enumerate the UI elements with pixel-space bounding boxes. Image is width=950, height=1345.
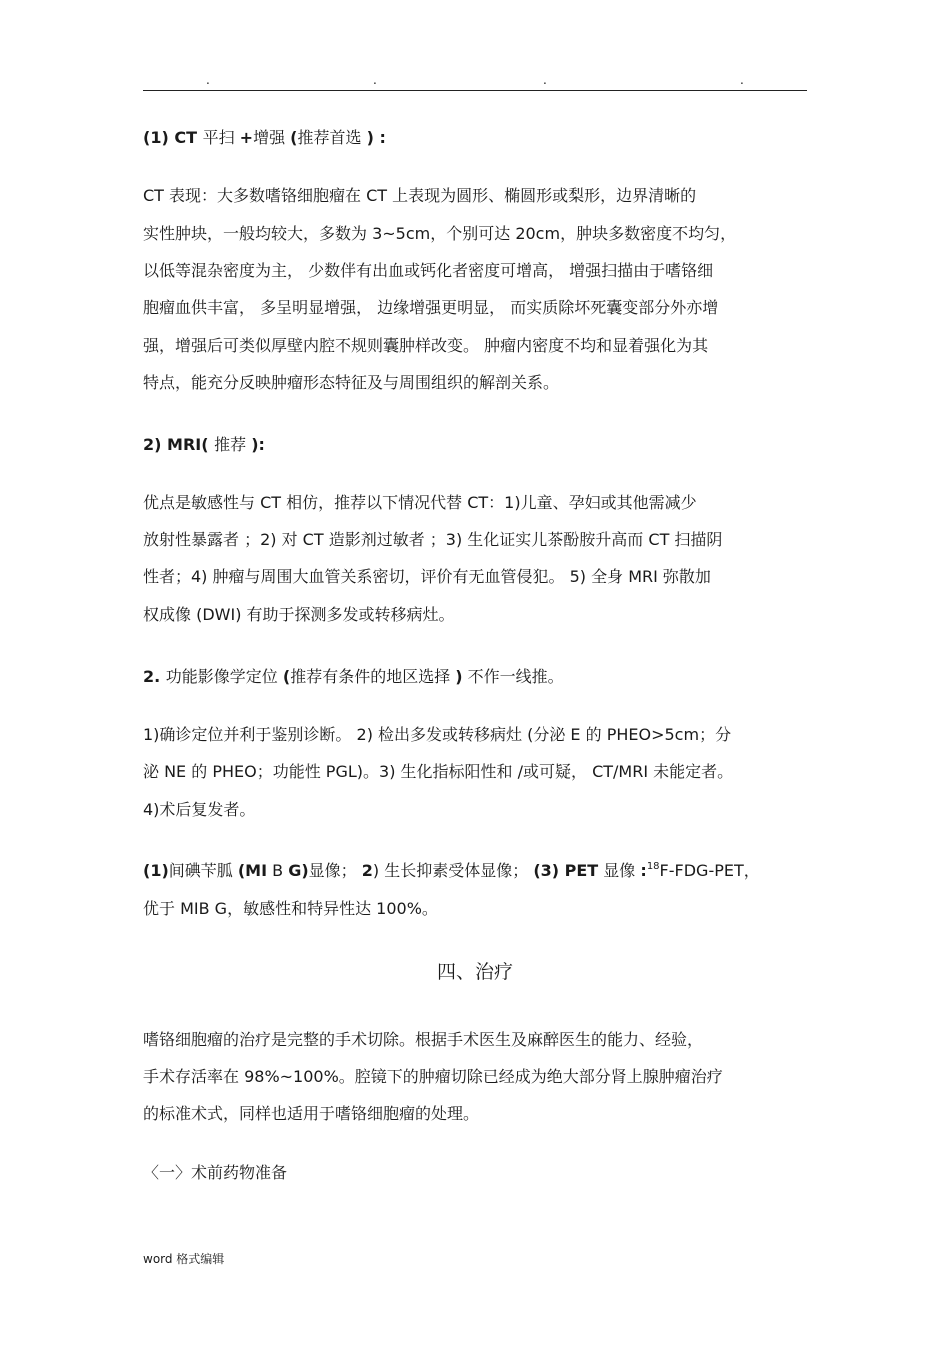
functional-body-line: 泌 NE 的 PHEO；功能性 PGL)。3) 生化指标阳性和 /或可疑， CT/MRI 未能定者。 <box>143 762 734 781</box>
imaging-colon: : <box>640 861 647 880</box>
imaging-mibg-text: 间碘苄胍 <box>168 861 238 880</box>
imaging-mibg-abbr: (MI <box>237 861 268 880</box>
ct-heading-plus: + <box>239 128 254 147</box>
imaging-text: 显像 <box>598 861 641 880</box>
imaging-superscript: 18 <box>646 861 660 872</box>
imaging-num-2: 2 <box>361 861 373 880</box>
ct-heading-rec: 推荐首选 <box>297 128 367 147</box>
ct-heading-scan: 平扫 <box>202 128 240 147</box>
ct-heading-close: ) : <box>366 128 386 147</box>
mri-heading-prefix: 2) MRI( <box>143 435 215 454</box>
header-dot: . <box>543 73 547 87</box>
ct-body-line: 以低等混杂密度为主， 少数伴有出血或钙化者密度可增高， 增强扫描由于嗜铬细 <box>143 261 714 280</box>
functional-heading-close: ) <box>455 667 463 686</box>
ct-heading-enhance: 增强 <box>253 128 291 147</box>
mri-heading-rec: 推荐 <box>214 435 252 454</box>
header-dot: . <box>373 73 377 87</box>
functional-heading-number: 2. <box>143 667 166 686</box>
ct-heading <box>143 128 386 148</box>
ct-body-line: CT 表现：大多数嗜铬细胞瘤在 CT 上表现为圆形、椭圆形或梨形，边界清晰的 <box>143 186 697 205</box>
mri-body-line: 权成像 (DWI) 有助于探测多发或转移病灶。 <box>143 605 455 624</box>
functional-body-line: 4)术后复发者。 <box>143 800 256 819</box>
ct-body-line: 特点，能充分反映肿瘤形态特征及与周围组织的解剖关系。 <box>143 373 560 392</box>
imaging-pet: (3) PET <box>533 861 599 880</box>
mri-body-line: 性者；4) 肿瘤与周围大血管关系密切，评价有无血管侵犯。 5) 全身 MRI 弥散加 <box>143 567 711 586</box>
imaging-line-2: 优于 MIB G，敏感性和特异性达 100%。 <box>143 899 438 918</box>
section-title: 四、治疗 <box>436 961 513 983</box>
subsection-heading: 〈一〉术前药物准备 <box>143 1163 288 1182</box>
ct-heading-open: ( <box>290 128 298 147</box>
treatment-body-line: 手术存活率在 98%~100%。腔镜下的肿瘤切除已经成为绝大部分肾上腺肿瘤治疗 <box>143 1067 723 1086</box>
functional-heading-note: 推荐有条件的地区选择 <box>290 667 456 686</box>
imaging-mibg-mid: B <box>267 861 289 880</box>
ct-body-line: 强，增强后可类似厚壁内腔不规则囊肿样改变。 肿瘤内密度不均和显着强化为其 <box>143 336 709 355</box>
treatment-body-line: 的标准术式，同样也适用于嗜铬细胞瘤的处理。 <box>143 1104 480 1123</box>
imaging-somatostatin: ) 生长抑素受体显像； <box>372 861 534 880</box>
functional-heading-text: 功能影像学定位 <box>165 667 283 686</box>
footer-text: word 格式编辑 <box>143 1252 225 1266</box>
imaging-fdg: F-FDG-PET， <box>659 861 760 880</box>
imaging-line <box>143 861 760 884</box>
mri-body-line: 优点是敏感性与 CT 相仿，推荐以下情况代替 CT：1)儿童、孕妇或其他需减少 <box>143 493 697 512</box>
imaging-mibg-end: G) <box>288 861 309 880</box>
ct-heading-prefix: (1) CT <box>143 128 203 147</box>
functional-body-line: 1)确诊定位并利于鉴别诊断。 2) 检出多发或转移病灶 (分泌 E 的 PHEO>5cm；分 <box>143 725 732 744</box>
imaging-text: 显像； <box>308 861 362 880</box>
mri-heading <box>143 435 265 455</box>
functional-heading <box>143 667 564 687</box>
functional-heading-open: ( <box>282 667 291 686</box>
mri-body-line: 放射性暴露者 ；2) 对 CT 造影剂过敏者 ；3) 生化证实儿茶酚胺升高而 CT 扫描阴 <box>143 530 723 549</box>
header-dot: . <box>740 73 744 87</box>
mri-heading-close: ): <box>251 435 265 454</box>
header-dot: . <box>206 73 210 87</box>
functional-heading-tail: 不作一线推。 <box>462 667 564 686</box>
header-dots <box>0 74 950 88</box>
header-rule <box>143 90 807 91</box>
ct-body-line: 胞瘤血供丰富， 多呈明显增强， 边缘增强更明显， 而实质除坏死囊变部分外亦增 <box>143 298 719 317</box>
treatment-body-line: 嗜铬细胞瘤的治疗是完整的手术切除。根据手术医生及麻醉医生的能力、经验， <box>143 1030 704 1049</box>
imaging-num-1: (1) <box>143 861 169 880</box>
ct-body-line: 实性肿块，一般均较大，多数为 3~5cm，个别可达 20cm，肿块多数密度不均匀， <box>143 224 737 243</box>
